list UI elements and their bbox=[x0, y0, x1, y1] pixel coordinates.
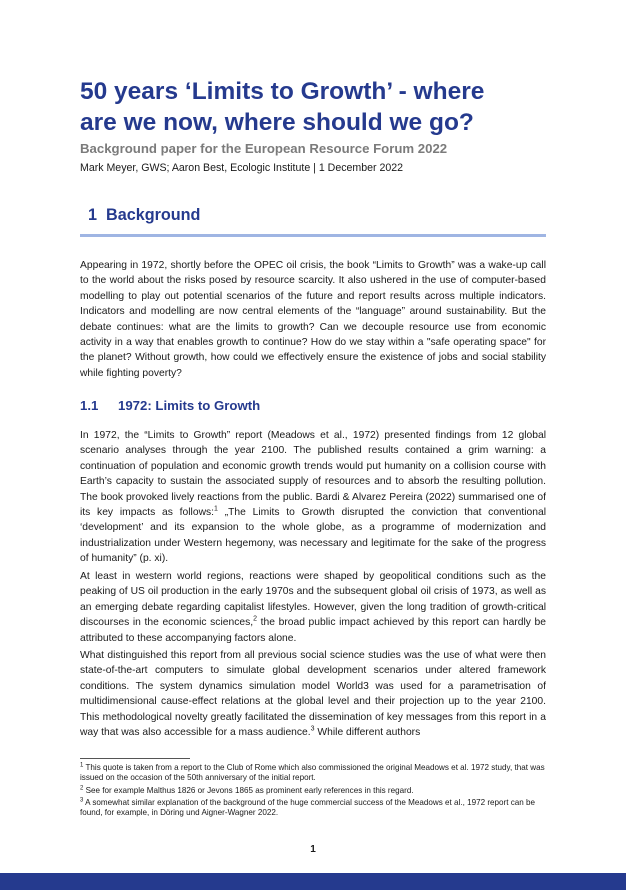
footnote-ref-3[interactable]: 3 bbox=[310, 725, 315, 733]
title-line-2: are we now, where should we go? bbox=[80, 109, 474, 136]
section-number: 1 bbox=[88, 206, 98, 224]
paragraph-3-text-b: While different authors bbox=[314, 727, 421, 739]
section-heading bbox=[88, 206, 200, 225]
footnote-1 bbox=[80, 763, 550, 783]
section-title: Background bbox=[106, 206, 201, 224]
footnote-3 bbox=[80, 798, 550, 818]
paragraph-1-text-a: In 1972, the “Limits to Growth” report (Meadows et al., 1972) presented findings from 12 global scenario analyses through the year 2100. The published results contained a grim warning: a continuation of population and economic growth trends would put humanity on a collision course with Earth’s capacity to sustain the associated supply of resources and to absorb the resulting pollution. The book provoked lively reactions from the public. Bardi & Alvarez Pereira (2022) summarised one of its key impacts as follows: bbox=[80, 430, 546, 519]
subsection-title: 1972: Limits to Growth bbox=[118, 398, 261, 413]
paragraph-2 bbox=[80, 569, 546, 646]
document-subtitle: Background paper for the European Resource Forum 2022 bbox=[80, 141, 448, 156]
footnote-1-text: This quote is taken from a report to the Club of Rome which also commissioned the original Meadows et al. 1972 study, that was issued on the occasion of the 50th anniversary of the initial report. bbox=[80, 763, 545, 783]
paragraph-3 bbox=[80, 648, 546, 740]
page-number: 1 bbox=[310, 844, 316, 855]
paragraph-1-text-b: „The Limits to Growth disrupted the conviction that conventional ‘development’ and its expansion to the whole globe, as a programme of modernization and industrialization under Western hegemony, was necessary and legitimate for the sake of the progress of humanity” (p. xi). bbox=[80, 507, 547, 565]
paragraph-3-text-a: What distinguished this report from all previous social science studies was the use of what were then state-of-the-art computers to simulate global development scenarios under altered framework conditions. The system dynamics simulation model World3 was used for a parametrisation of multidimensional cause-effect relations at the global level and their projection up to the year 2100. This methodological novelty greatly facilitated the dissemination of key messages from this report in a way that was also accessible for a mass audience. bbox=[80, 650, 546, 739]
title-line-1: 50 years ‘Limits to Growth’ - where bbox=[80, 78, 485, 105]
paragraph-2-text-b: the broad public impact achieved by this report can hardly be attributed to these accompanying factors alone. bbox=[80, 617, 547, 644]
footnote-divider bbox=[80, 758, 190, 759]
paragraph-1 bbox=[80, 428, 546, 567]
footnote-1-number: 1 bbox=[80, 762, 84, 769]
footnote-3-number: 3 bbox=[80, 797, 84, 804]
background-paragraph: Appearing in 1972, shortly before the OPEC oil crisis, the book “Limits to Growth” was a wake-up call to the world about the risks posed by resource scarcity. It also ushered in the use of computer-based modelling to play out potential scenarios of the future and report results across multiple indicators. Indicators and modelling are now central elements of the “language” around sustainability. But the debate continues: what are the limits to growth? Can we decouple resource use from economic activity in a way that enables growth to continue? How do we stay within a "safe operating space" for the planet? Without growth, how could we effectively ensure the existence of jobs and social stability while fighting poverty? bbox=[80, 260, 546, 379]
footnote-ref-1[interactable]: 1 bbox=[214, 505, 218, 513]
authors-line: Mark Meyer, GWS; Aaron Best, Ecologic Institute | 1 December 2022 bbox=[80, 162, 404, 174]
footnote-ref-2[interactable]: 2 bbox=[253, 615, 257, 623]
subsection-heading bbox=[80, 398, 260, 413]
footnote-2 bbox=[80, 786, 550, 796]
section-divider bbox=[80, 234, 546, 237]
subsection-number: 1.1 bbox=[80, 398, 99, 413]
footnote-2-number: 2 bbox=[80, 785, 84, 792]
paragraph-2-text-a: At least in western world regions, reactions were shaped by geopolitical conditions such as the peaking of US oil production in the early 1970s and the subsequent global oil crisis of 1973, as well as an emerging debate regarding capitalist lifestyles. However, given the long tradition of growth-critical discourses in the economic sciences, bbox=[80, 571, 546, 629]
footer-bar bbox=[0, 873, 626, 890]
document-title bbox=[80, 76, 580, 138]
footnote-3-text: A somewhat similar explanation of the background of the huge commercial success of the Meadows et al., 1972 report can be found, for example, in Döring und Aigner-Wagner 2022. bbox=[80, 798, 536, 818]
footnote-2-text: See for example Malthus 1826 or Jevons 1865 as prominent early references in this regard. bbox=[83, 786, 414, 795]
